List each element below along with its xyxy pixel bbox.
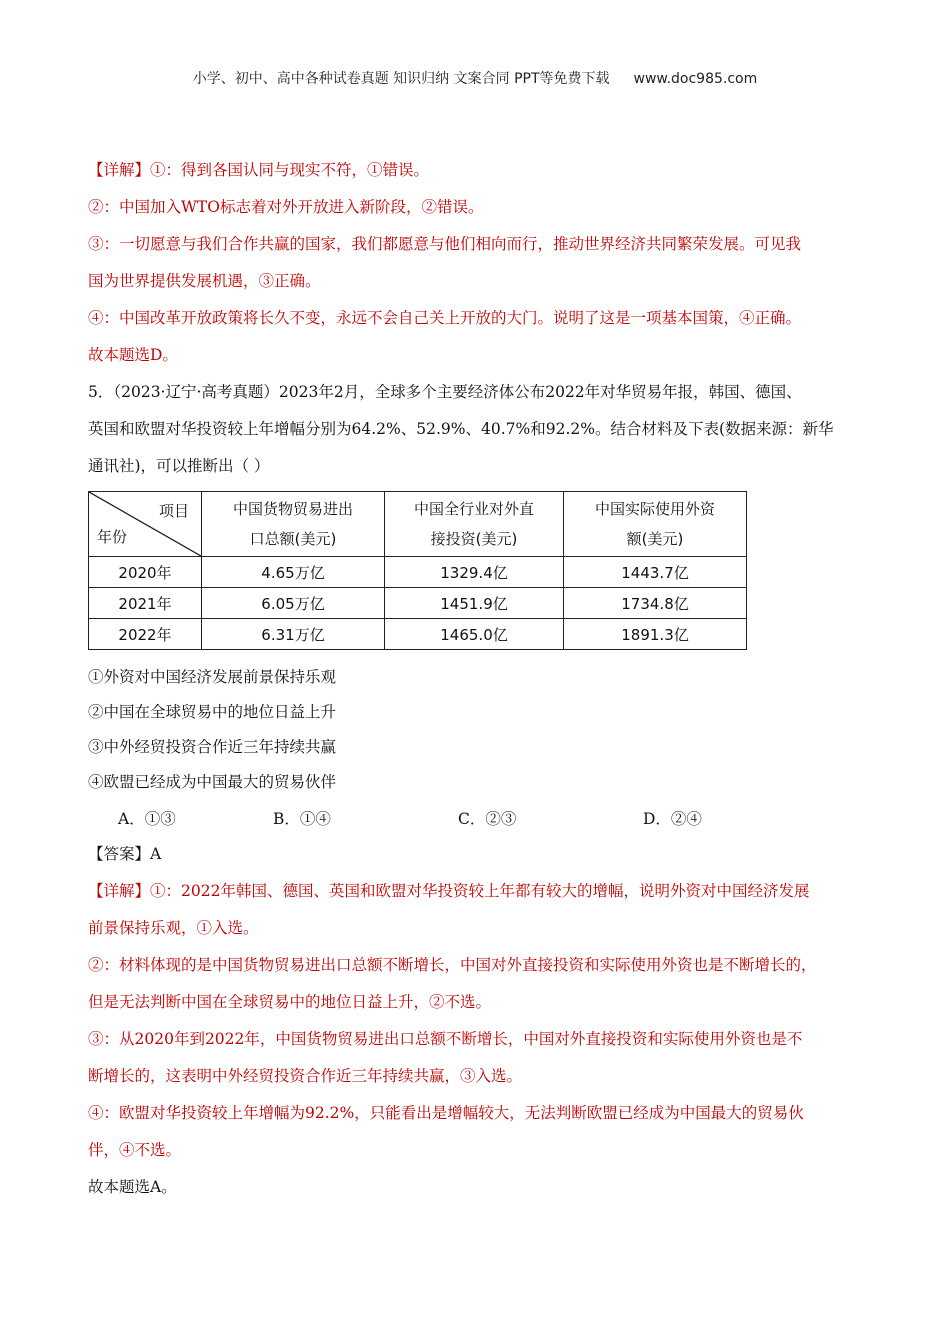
trade-cell: 6.05万亿 <box>202 588 385 619</box>
header-line: 口总额(美元) <box>249 530 337 548</box>
header-line: 额(美元) <box>626 530 684 548</box>
explain-line: ④：中国改革开放政策将长久不变，永远不会自己关上开放的大门。说明了这是一项基本国策，④正确。 <box>88 309 802 327</box>
corner-item-label: 项目 <box>158 502 189 520</box>
option-c[interactable]: C．②③ <box>458 810 517 828</box>
table-row <box>89 619 747 650</box>
year-cell: 2021年 <box>89 588 202 619</box>
explain-line: 但是无法判断中国在全球贸易中的地位日益上升，②不选。 <box>88 993 492 1011</box>
header-line: 中国货物贸易进出 <box>232 500 353 518</box>
trade-cell: 4.65万亿 <box>202 557 385 588</box>
year-cell: 2022年 <box>89 619 202 650</box>
header-cell-trade <box>202 492 385 557</box>
fdi-cell: 1891.3亿 <box>564 619 747 650</box>
previous-explanation <box>88 152 868 374</box>
header-cell-fdi <box>564 492 747 557</box>
odi-cell: 1451.9亿 <box>385 588 564 619</box>
header-cell-odi <box>385 492 564 557</box>
statement-item: ④欧盟已经成为中国最大的贸易伙伴 <box>88 773 337 791</box>
explain-line: 【详解】①：得到各国认同与现实不符，①错误。 <box>88 161 430 179</box>
year-cell: 2020年 <box>89 557 202 588</box>
statement-item: ③中外经贸投资合作近三年持续共赢 <box>88 738 337 756</box>
header-site-link[interactable]: www.doc985.com <box>633 71 758 87</box>
table-corner-cell <box>89 492 202 557</box>
question-line: 通讯社)，可以推断出（ ） <box>88 457 270 475</box>
final-answer-line: 故本题选A。 <box>88 1178 177 1196</box>
explain-line: 【详解】①：2022年韩国、德国、英国和欧盟对华投资较上年都有较大的增幅，说明外资对中国经济发展 <box>88 882 810 900</box>
corner-year-label: 年份 <box>97 528 128 546</box>
explain-line: 前景保持乐观，①入选。 <box>88 919 259 937</box>
statement-item: ②中国在全球贸易中的地位日益上升 <box>88 703 337 721</box>
explain-line: ②：中国加入WTO标志着对外开放进入新阶段，②错误。 <box>88 198 484 216</box>
option-d[interactable]: D．②④ <box>643 810 702 828</box>
table-header-row <box>89 492 747 557</box>
option-a[interactable]: A．①③ <box>118 810 176 828</box>
odi-cell: 1329.4亿 <box>385 557 564 588</box>
header-line: 接投资(美元) <box>430 530 518 548</box>
page-header <box>0 68 950 88</box>
data-table <box>88 491 747 650</box>
statement-list <box>88 660 868 800</box>
header-line: 中国实际使用外资 <box>594 500 715 518</box>
document-body <box>88 152 868 1206</box>
fdi-cell: 1443.7亿 <box>564 557 747 588</box>
question-line: 5．（2023·辽宁·高考真题）2023年2月，全球多个主要经济体公布2022年对华贸易年报，韩国、德国、 <box>88 383 802 401</box>
fdi-cell: 1734.8亿 <box>564 588 747 619</box>
explain-line: 断增长的，这表明中外经贸投资合作近三年持续共赢，③入选。 <box>88 1067 523 1085</box>
explain-line: 伴，④不选。 <box>88 1141 182 1159</box>
explain-line: ④：欧盟对华投资较上年增幅为92.2%，只能看出是增幅较大，无法判断欧盟已经成为中国最大的贸易伙 <box>88 1104 804 1122</box>
table-row <box>89 588 747 619</box>
answer-line: 【答案】A <box>88 845 162 863</box>
explain-line: 国为世界提供发展机遇，③正确。 <box>88 272 321 290</box>
statement-item: ①外资对中国经济发展前景保持乐观 <box>88 668 337 686</box>
answer-explanation <box>88 873 868 1169</box>
question-stem <box>88 374 868 485</box>
explain-line: ②：材料体现的是中国货物贸易进出口总额不断增长，中国对外直接投资和实际使用外资也是不断增长的， <box>88 956 817 974</box>
explain-line: ③：一切愿意与我们合作共赢的国家，我们都愿意与他们相向而行，推动世界经济共同繁荣发展。可见我 <box>88 235 802 253</box>
header-line: 中国全行业对外直 <box>413 500 534 518</box>
odi-cell: 1465.0亿 <box>385 619 564 650</box>
question-line: 英国和欧盟对华投资较上年增幅分别为64.2%、52.9%、40.7%和92.2%。结合材料及下表(数据来源：新华 <box>88 420 834 438</box>
explain-line: ③：从2020年到2022年，中国货物贸易进出口总额不断增长，中国对外直接投资和实际使用外资也是不 <box>88 1030 803 1048</box>
option-b[interactable]: B．①④ <box>273 810 331 828</box>
explain-line: 故本题选D。 <box>88 346 178 364</box>
table-row <box>89 557 747 588</box>
header-text: 小学、初中、高中各种试卷真题 知识归纳 文案合同 PPT等免费下载 <box>192 71 610 87</box>
answer-options <box>88 802 868 836</box>
trade-cell: 6.31万亿 <box>202 619 385 650</box>
